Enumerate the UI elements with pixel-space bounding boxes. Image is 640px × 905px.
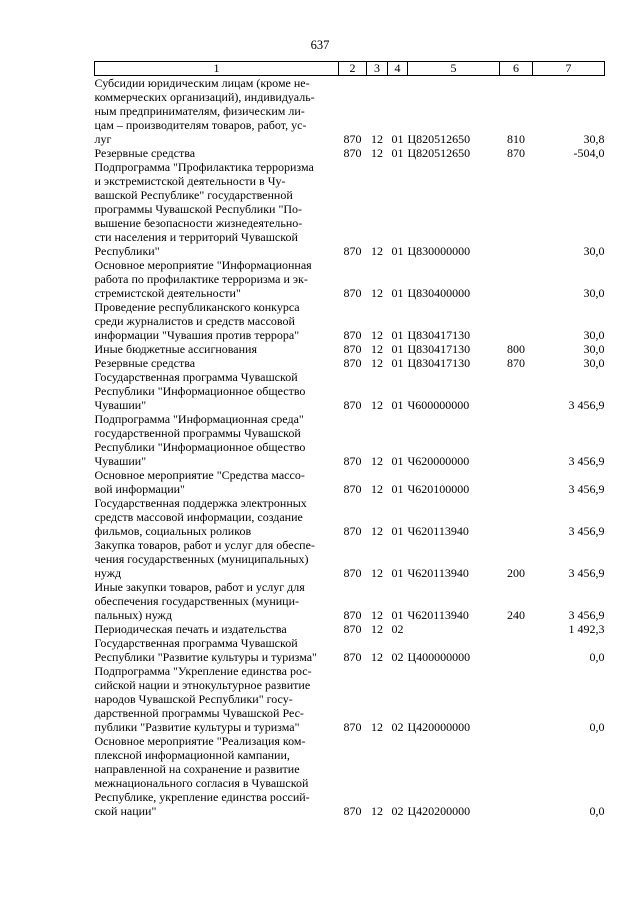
row-name	[95, 664, 339, 734]
subsection-code-cell: 01	[391, 286, 404, 300]
row-name-line: Республики "Развитие культуры и туризма"	[94, 650, 317, 664]
table-row	[95, 300, 605, 342]
ministry-code-cell: 870	[343, 650, 362, 664]
amount-cell: 30,0	[583, 328, 605, 342]
row-name-line: Подпрограмма "Укрепление единства рос-	[94, 664, 312, 678]
section-code-cell: 12	[371, 524, 383, 538]
target-article-code-cell: Ц830417130	[407, 356, 471, 370]
table-row	[95, 538, 605, 580]
amount-cell: 3 456,9	[568, 608, 605, 622]
row-name-line: Основное мероприятие "Информационная	[94, 258, 312, 272]
subsection-code-cell: 02	[391, 720, 404, 734]
table-row	[95, 664, 605, 734]
table-row	[95, 160, 605, 258]
row-name-line: Чувашии"	[94, 454, 147, 468]
amount-cell: 0,0	[589, 804, 605, 818]
section-code-cell: 12	[371, 328, 383, 342]
row-name	[95, 300, 339, 342]
column-header-2: 2	[339, 62, 367, 76]
section-code-cell: 12	[371, 132, 383, 146]
row-name-line: сийской нации и этнокультурное развитие	[94, 678, 311, 692]
subsection-code-cell: 01	[391, 482, 404, 496]
row-name-line: Основное мероприятие "Реализация ком-	[94, 734, 306, 748]
expense-type-code-cell	[500, 664, 533, 734]
column-header-7: 7	[533, 62, 605, 76]
amount-cell: 3 456,9	[568, 398, 605, 412]
row-name-line: коммерческих организаций), индивидуаль-	[94, 90, 315, 104]
section-code-cell: 12	[371, 342, 383, 356]
row-name	[95, 496, 339, 538]
table-row	[95, 146, 605, 160]
amount-cell: 30,0	[583, 244, 605, 258]
row-name-line: Республике, укрепление единства россий-	[94, 790, 310, 804]
amount-cell: 1 492,3	[568, 622, 605, 636]
row-name-line: плексной информационной кампании,	[94, 748, 290, 762]
row-name	[95, 258, 339, 300]
row-name-line: Периодическая печать и издательства	[94, 622, 287, 636]
section-code-cell: 12	[371, 650, 383, 664]
expense-type-code-cell	[500, 636, 533, 664]
subsection-code-cell: 02	[391, 804, 404, 818]
expense-type-code-cell	[500, 734, 533, 818]
row-name-line: среди журналистов и средств массовой	[94, 314, 295, 328]
subsection-code-cell: 01	[391, 454, 404, 468]
row-name-line: ской нации"	[94, 804, 157, 818]
row-name-line: и экстремистской деятельности в Чу-	[94, 174, 286, 188]
row-name-line: Государственная программа Чувашской	[94, 636, 298, 650]
row-name	[95, 160, 339, 258]
ministry-code-cell: 870	[343, 482, 362, 496]
target-article-code-cell	[408, 622, 500, 636]
target-article-code-cell: Ц420200000	[407, 804, 471, 818]
subsection-code-cell: 02	[391, 650, 404, 664]
row-name-line: луг	[94, 132, 112, 146]
row-name-line: цам – производителям товаров, работ, ус-	[94, 118, 307, 132]
page-number: 637	[310, 38, 330, 52]
table-row	[95, 622, 605, 636]
expense-type-code-cell	[500, 300, 533, 342]
amount-cell: 3 456,9	[568, 454, 605, 468]
target-article-code-cell: Ч600000000	[407, 398, 470, 412]
row-name-line: Республики "Информационное общество	[94, 440, 306, 454]
row-name	[95, 538, 339, 580]
expense-type-code-cell: 800	[507, 342, 525, 356]
row-name-line: Основное мероприятие "Средства массо-	[94, 468, 305, 482]
expense-type-code-cell	[500, 160, 533, 258]
row-name-line: государственной программы Чувашской	[94, 426, 301, 440]
row-name-line: работа по профилактике терроризма и эк-	[94, 272, 308, 286]
ministry-code-cell: 870	[343, 146, 362, 160]
row-name	[95, 356, 339, 370]
row-name-line: Резервные средства	[94, 356, 196, 370]
row-name-line: Иные закупки товаров, работ и услуг для	[94, 580, 305, 594]
target-article-code-cell: Ц830417130	[407, 328, 471, 342]
table-row	[95, 636, 605, 664]
section-code-cell: 12	[371, 146, 383, 160]
table-row	[95, 356, 605, 370]
amount-cell: 30,0	[583, 356, 605, 370]
row-name	[95, 468, 339, 496]
row-name-line: чения государственных (муниципальных)	[94, 552, 309, 566]
expense-type-code-cell: 870	[507, 146, 525, 160]
amount-cell: 0,0	[589, 650, 605, 664]
section-code-cell: 12	[371, 566, 383, 580]
row-name-line: стремистской деятельности"	[94, 286, 241, 300]
row-name-line: вашской Республике" государственной	[94, 188, 293, 202]
target-article-code-cell: Ч620000000	[407, 454, 470, 468]
ministry-code-cell: 870	[343, 356, 362, 370]
row-name-line: Республики"	[94, 244, 160, 258]
ministry-code-cell: 870	[343, 608, 362, 622]
expense-type-code-cell: 870	[507, 356, 525, 370]
section-code-cell: 12	[371, 608, 383, 622]
target-article-code-cell: Ч620113940	[407, 524, 469, 538]
expense-type-code-cell	[500, 496, 533, 538]
row-name	[95, 636, 339, 664]
row-name-line: сти населения и территорий Чувашской	[94, 230, 298, 244]
row-name	[95, 76, 339, 147]
row-name	[95, 580, 339, 622]
row-name-line: ным предпринимателям, физическим ли-	[94, 104, 305, 118]
section-code-cell: 12	[371, 804, 383, 818]
table-row	[95, 496, 605, 538]
subsection-code-cell: 01	[391, 146, 404, 160]
row-name	[95, 370, 339, 412]
section-code-cell: 12	[371, 454, 383, 468]
target-article-code-cell: Ч620113940	[407, 566, 469, 580]
amount-cell: 0,0	[589, 720, 605, 734]
row-name-line: публики "Развитие культуры и туризма"	[94, 720, 300, 734]
row-name	[95, 342, 339, 356]
ministry-code-cell: 870	[343, 244, 362, 258]
section-code-cell: 12	[371, 244, 383, 258]
amount-cell: -504,0	[573, 146, 605, 160]
row-name	[95, 734, 339, 818]
amount-cell: 30,0	[583, 286, 605, 300]
row-name-line: обеспечения государственных (муници-	[94, 594, 300, 608]
expense-type-code-cell	[500, 412, 533, 468]
target-article-code-cell: Ч620100000	[407, 482, 470, 496]
row-name-line: Иные бюджетные ассигнования	[94, 342, 257, 356]
subsection-code-cell: 01	[391, 356, 404, 370]
row-name-line: фильмов, социальных роликов	[94, 524, 252, 538]
target-article-code-cell: Ц820512650	[407, 146, 471, 160]
amount-cell: 3 456,9	[568, 524, 605, 538]
row-name-line: Подпрограмма "Профилактика терроризма	[94, 160, 314, 174]
table-body	[95, 76, 605, 819]
target-article-code-cell: Ц830400000	[407, 286, 471, 300]
ministry-code-cell: 870	[343, 342, 362, 356]
target-article-code-cell: Ц420000000	[407, 720, 471, 734]
column-header-6: 6	[500, 62, 533, 76]
table-row	[95, 734, 605, 818]
target-article-code-cell: Ц400000000	[407, 650, 471, 664]
subsection-code-cell: 01	[391, 398, 404, 412]
table-row	[95, 412, 605, 468]
target-article-code-cell: Ч620113940	[407, 608, 469, 622]
row-name-line: Подпрограмма "Информационная среда"	[94, 412, 304, 426]
table-row	[95, 580, 605, 622]
table-row	[95, 342, 605, 356]
row-name-line: Закупка товаров, работ и услуг для обеспе-	[94, 538, 315, 552]
row-name-line: вышение безопасности жизнедеятельно-	[94, 216, 303, 230]
row-name-line: информации "Чувашия против террора"	[94, 328, 300, 342]
section-code-cell: 12	[371, 622, 383, 636]
section-code-cell: 12	[371, 286, 383, 300]
ministry-code-cell: 870	[343, 524, 362, 538]
expense-type-code-cell: 810	[507, 132, 525, 146]
table-row	[95, 76, 605, 147]
row-name-line: дарственной программы Чувашской Рес-	[94, 706, 304, 720]
ministry-code-cell: 870	[343, 286, 362, 300]
target-article-code-cell: Ц820512650	[407, 132, 471, 146]
subsection-code-cell: 01	[391, 524, 404, 538]
row-name-line: Чувашии"	[94, 398, 147, 412]
expense-type-code-cell	[500, 468, 533, 496]
section-code-cell: 12	[371, 482, 383, 496]
table-row	[95, 370, 605, 412]
row-name-line: Проведение республиканского конкурса	[94, 300, 300, 314]
row-name-line: Субсидии юридическим лицам (кроме не-	[94, 76, 310, 90]
column-header-1: 1	[95, 62, 339, 76]
row-name-line: направленной на сохранение и развитие	[94, 762, 300, 776]
subsection-code-cell: 01	[391, 328, 404, 342]
ministry-code-cell: 870	[343, 328, 362, 342]
expense-type-code-cell: 240	[507, 608, 525, 622]
row-name-line: пальных) нужд	[94, 608, 172, 622]
table-row	[95, 258, 605, 300]
ministry-code-cell: 870	[343, 622, 362, 636]
expense-type-code-cell	[500, 258, 533, 300]
target-article-code-cell: Ц830417130	[407, 342, 471, 356]
amount-cell: 3 456,9	[568, 482, 605, 496]
subsection-code-cell: 01	[391, 342, 404, 356]
row-name-line: вой информации"	[94, 482, 185, 496]
row-name-line: программы Чувашской Республики "По-	[94, 202, 303, 216]
amount-cell: 3 456,9	[568, 566, 605, 580]
row-name	[95, 412, 339, 468]
amount-cell: 30,0	[583, 342, 605, 356]
subsection-code-cell: 01	[391, 244, 404, 258]
row-name-line: Республики "Информационное общество	[94, 384, 306, 398]
row-name-line: народов Чувашской Республики" госу-	[94, 692, 293, 706]
table-header-row	[95, 62, 605, 76]
subsection-code-cell: 02	[391, 622, 404, 636]
row-name-line: нужд	[94, 566, 122, 580]
column-header-3: 3	[367, 62, 388, 76]
row-name-line: Государственная поддержка электронных	[94, 496, 307, 510]
row-name-line: средств массовой информации, создание	[94, 510, 303, 524]
section-code-cell: 12	[371, 398, 383, 412]
column-header-4: 4	[388, 62, 408, 76]
table-row	[95, 468, 605, 496]
section-code-cell: 12	[371, 356, 383, 370]
subsection-code-cell: 01	[391, 132, 404, 146]
ministry-code-cell: 870	[343, 566, 362, 580]
budget-table	[94, 61, 605, 818]
ministry-code-cell: 870	[343, 454, 362, 468]
row-name	[95, 622, 339, 636]
ministry-code-cell: 870	[343, 132, 362, 146]
amount-cell: 30,8	[583, 132, 605, 146]
section-code-cell: 12	[371, 720, 383, 734]
row-name-line: Государственная программа Чувашской	[94, 370, 298, 384]
column-header-5: 5	[408, 62, 500, 76]
ministry-code-cell: 870	[343, 804, 362, 818]
subsection-code-cell: 01	[391, 608, 404, 622]
subsection-code-cell: 01	[391, 566, 404, 580]
row-name-line: межнационального согласия в Чувашской	[94, 776, 309, 790]
expense-type-code-cell	[500, 622, 533, 636]
ministry-code-cell: 870	[343, 398, 362, 412]
expense-type-code-cell: 200	[507, 566, 525, 580]
ministry-code-cell: 870	[343, 720, 362, 734]
target-article-code-cell: Ц830000000	[407, 244, 471, 258]
row-name-line: Резервные средства	[94, 146, 196, 160]
expense-type-code-cell	[500, 370, 533, 412]
row-name	[95, 146, 339, 160]
